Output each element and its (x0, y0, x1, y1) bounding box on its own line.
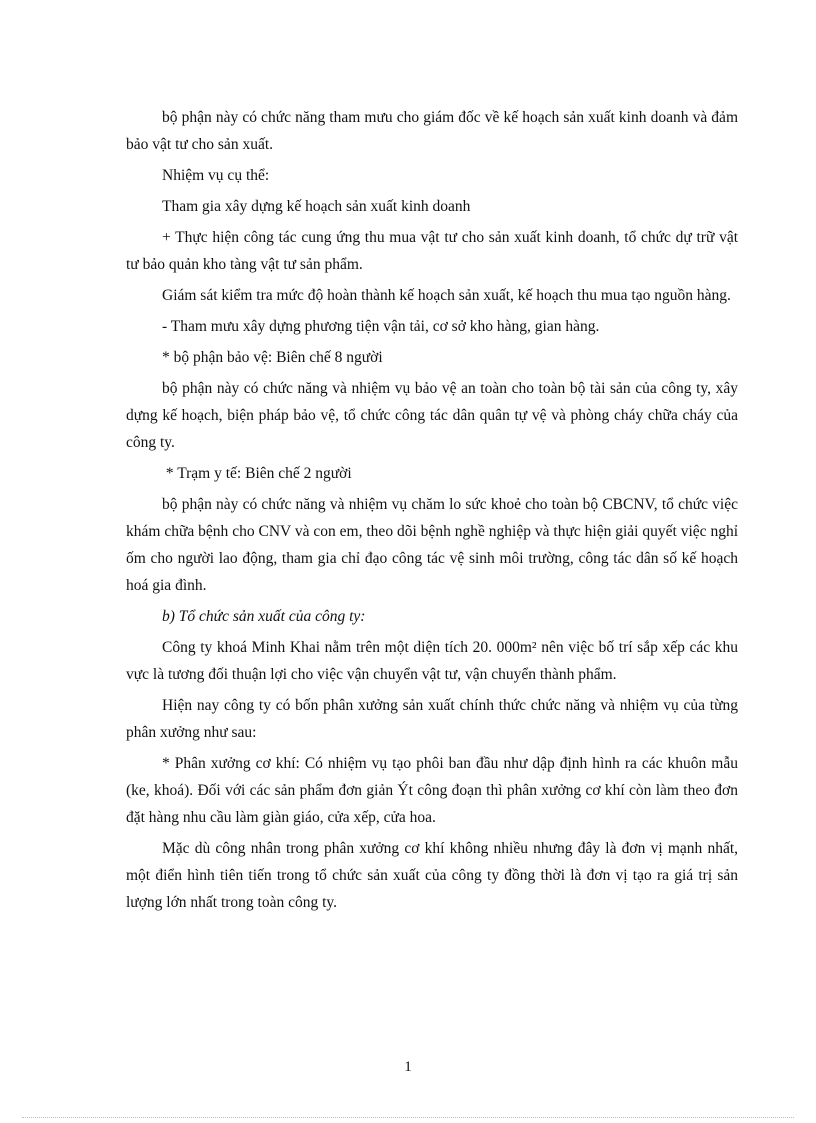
paragraph-company-area: Công ty khoá Minh Khai nằm trên một diện tích 20. 000m² nên việc bố trí sắp xếp các khu vực là tương đối thuận lợi cho việc vận chuyển vật tư, vận chuyển thành phẩm. (126, 639, 738, 683)
paragraph-medical-heading: * Trạm y tế: Biên chế 2 người (162, 465, 352, 482)
paragraph-task-supply: + Thực hiện công tác cung ứng thu mua vật tư cho sản xuất kinh doanh, tổ chức dự trữ vật tư bảo quản kho tàng vật tư sản phẩm. (126, 229, 738, 273)
paragraph-tasks-heading: Nhiệm vụ cụ thể: (162, 167, 270, 184)
section-heading-production: b) Tổ chức sản xuất của công ty: (162, 608, 366, 625)
paragraph-mechanical-strength: Mặc dù công nhân trong phân xưởng cơ khí không nhiều nhưng đây là đơn vị mạnh nhất, một điển hình tiên tiến trong tổ chức sản xuất của công ty đồng thời là đơn vị tạo ra giá trị sản lượng lớn nhất trong toàn công ty. (126, 840, 738, 911)
paragraph-medical-body: bộ phận này có chức năng và nhiệm vụ chăm lo sức khoẻ cho toàn bộ CBCNV, tổ chức việc khám chữa bệnh cho CNV và con em, theo dõi bệnh nghề nghiệp và thực hiện giải quyết việc nghỉ ốm cho người lao động, tham gia chỉ đạo công tác vệ sinh môi trường, công tác dân số kế hoạch hoá gia đình. (126, 496, 738, 594)
paragraph-mechanical-workshop: * Phân xưởng cơ khí: Có nhiệm vụ tạo phôi ban đầu như dập định hình ra các khuôn mẫu (ke, khoá). Đối với các sản phẩm đơn giản Ýt công đoạn thì phân xưởng cơ khí còn làm theo đơn đặt hàng nhu cầu làm giàn giáo, cửa xếp, cửa hoa. (126, 755, 738, 826)
paragraph-workshops: Hiện nay công ty có bốn phân xưởng sản xuất chính thức chức năng và nhiệm vụ của từng phân xưởng như sau: (126, 697, 738, 741)
paragraph-task-plan: Tham gia xây dựng kế hoạch sản xuất kinh doanh (162, 198, 471, 215)
paragraph-intro: bộ phận này có chức năng tham mưu cho giám đốc về kế hoạch sản xuất kinh doanh và đảm bảo vật tư cho sản xuất. (126, 109, 738, 153)
paragraph-task-monitor: Giám sát kiểm tra mức độ hoàn thành kế hoạch sản xuất, kế hoạch thu mua tạo nguồn hàng. (162, 287, 731, 304)
paragraph-task-transport: - Tham mưu xây dựng phương tiện vận tải, cơ sở kho hàng, gian hàng. (162, 318, 600, 335)
page-number: 1 (404, 1059, 412, 1075)
paragraph-security-heading: * bộ phận bảo vệ: Biên chế 8 người (162, 349, 383, 366)
document-body (126, 104, 738, 920)
paragraph-security-body: bộ phận này có chức năng và nhiệm vụ bảo vệ an toàn cho toàn bộ tài sản của công ty, xây dựng kế hoạch, biện pháp bảo vệ, tổ chức công tác dân quân tự vệ và phòng cháy chữa cháy của công ty. (126, 380, 738, 451)
page-bottom-border (22, 1117, 794, 1118)
